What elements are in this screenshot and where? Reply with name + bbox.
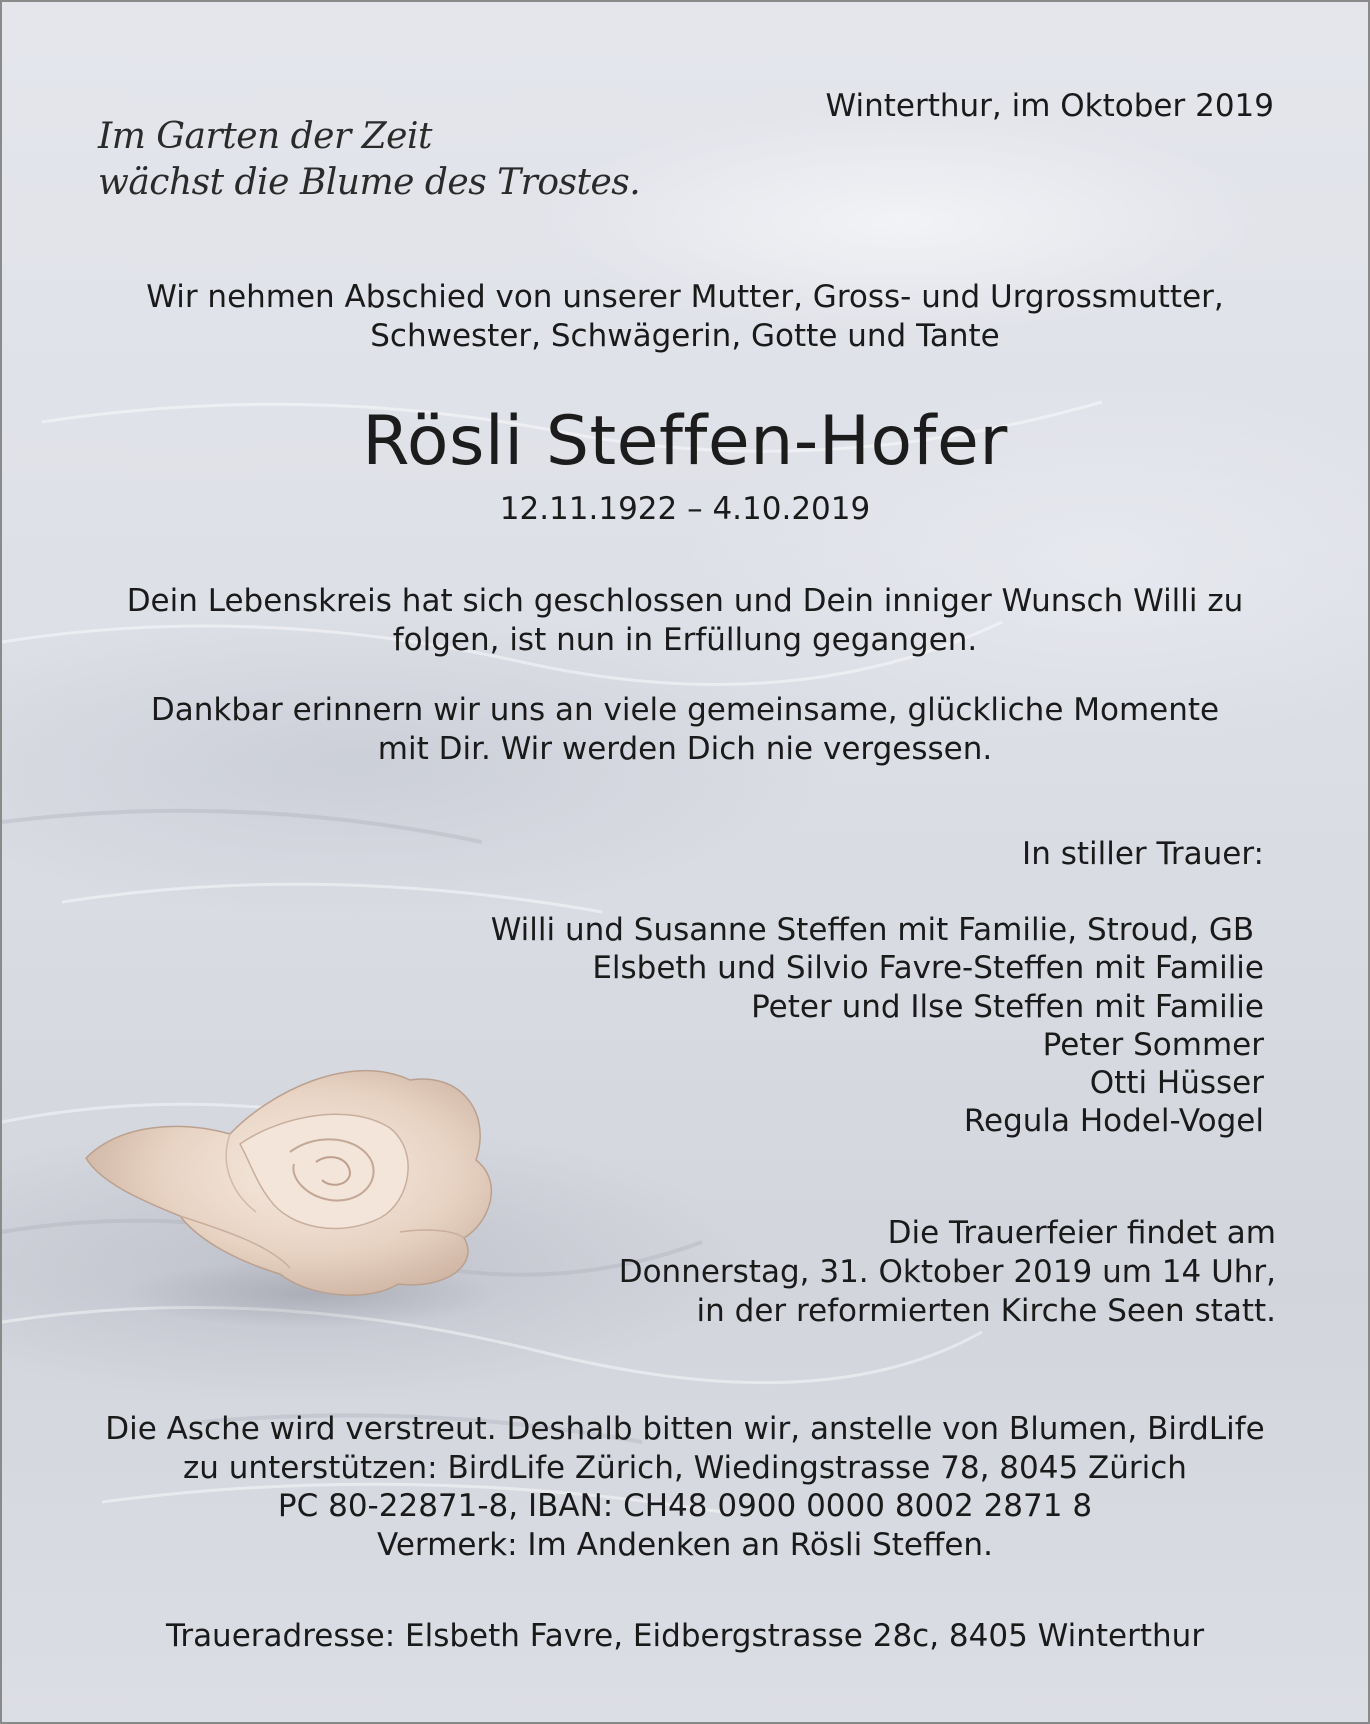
funeral-line: Donnerstag, 31. Oktober 2019 um 14 Uhr, bbox=[618, 1254, 1276, 1290]
mourning-address: Traueradresse: Elsbeth Favre, Eidbergstrasse 28c, 8405 Winterthur bbox=[165, 1618, 1205, 1654]
quote-line: wächst die Blume des Trostes. bbox=[98, 162, 641, 203]
rose-image bbox=[80, 1032, 510, 1332]
funeral-info bbox=[619, 1214, 1276, 1331]
donation-line: Die Asche wird verstreut. Deshalb bitten wir, anstelle von Blumen, BirdLife bbox=[105, 1411, 1265, 1447]
gratitude-paragraph bbox=[2, 691, 1368, 769]
gratitude-line: mit Dir. Wir werden Dich nie vergessen. bbox=[377, 731, 993, 767]
gratitude-line: Dankbar erinnern wir uns an viele gemeinsame, glückliche Momente bbox=[150, 692, 1220, 728]
funeral-line: in der reformierten Kirche Seen statt. bbox=[696, 1293, 1276, 1329]
mourner-name: Peter und Ilse Steffen mit Familie bbox=[751, 988, 1264, 1025]
deceased-name: Rösli Steffen-Hofer bbox=[362, 402, 1008, 481]
mourners-list bbox=[491, 911, 1264, 1141]
tribute-paragraph bbox=[2, 582, 1368, 660]
intro-line: Wir nehmen Abschied von unserer Mutter, Gross- und Urgrossmutter, bbox=[146, 279, 1224, 315]
donation-line: Vermerk: Im Andenken an Rösli Steffen. bbox=[377, 1526, 993, 1563]
funeral-line: Die Trauerfeier findet am bbox=[887, 1215, 1276, 1251]
donation-line: PC 80-22871-8, IBAN: CH48 0900 0000 8002 2871 8 bbox=[277, 1488, 1093, 1524]
mourner-name: Elsbeth und Silvio Favre-Steffen mit Familie bbox=[592, 950, 1264, 987]
mourning-heading: In stiller Trauer: bbox=[1022, 836, 1264, 872]
mourner-name: Regula Hodel-Vogel bbox=[963, 1103, 1264, 1140]
epigraph-quote bbox=[98, 114, 640, 206]
intro-line: Schwester, Schwägerin, Gotte und Tante bbox=[370, 318, 1000, 354]
donation-info bbox=[2, 1410, 1368, 1564]
tribute-line: Dein Lebenskreis hat sich geschlossen und Dein inniger Wunsch Willi zu bbox=[126, 583, 1244, 619]
place-date: Winterthur, im Oktober 2019 bbox=[825, 88, 1274, 124]
tribute-line: folgen, ist nun in Erfüllung gegangen. bbox=[392, 622, 978, 658]
life-dates: 12.11.1922 – 4.10.2019 bbox=[499, 491, 871, 527]
mourner-name: Willi und Susanne Steffen mit Familie, Stroud, GB bbox=[490, 912, 1264, 948]
quote-line: Im Garten der Zeit bbox=[98, 116, 432, 157]
mourner-name: Otti Hüsser bbox=[1089, 1065, 1264, 1102]
donation-line: zu unterstützen: BirdLife Zürich, Wiedingstrasse 78, 8045 Zürich bbox=[183, 1449, 1187, 1486]
farewell-intro bbox=[2, 278, 1368, 356]
mourner-name: Peter Sommer bbox=[1042, 1026, 1264, 1063]
